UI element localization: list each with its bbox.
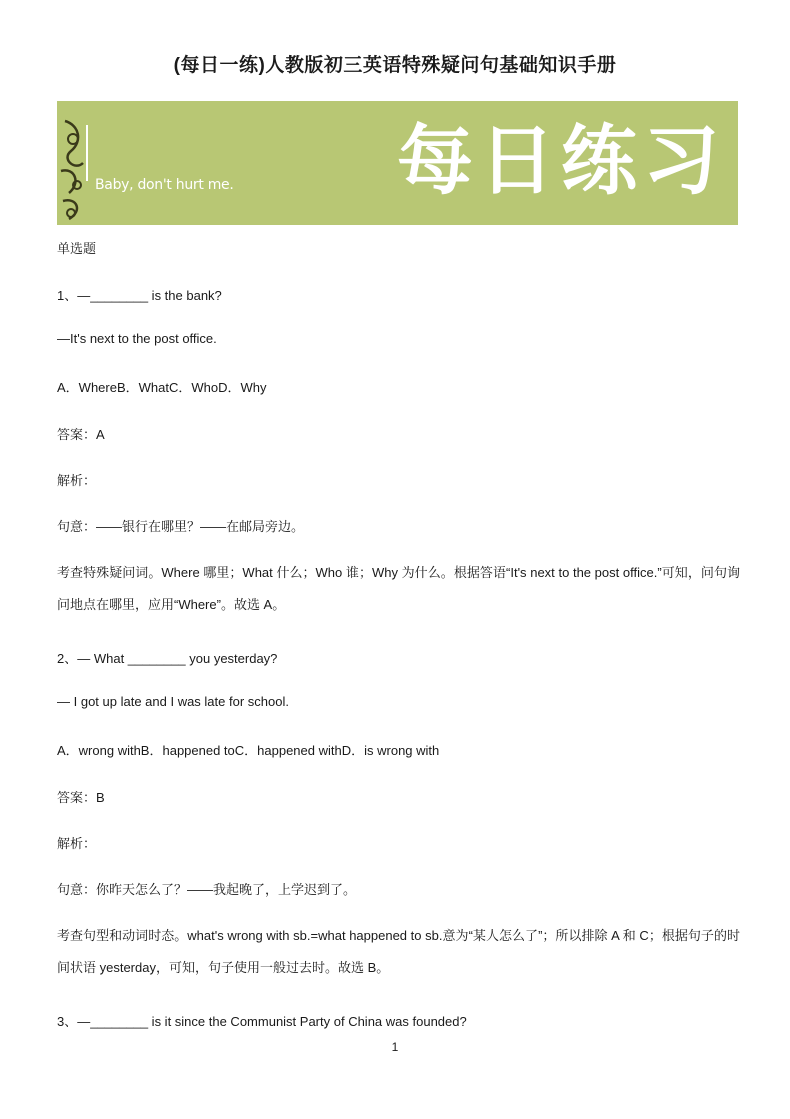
- banner-tagline: Baby, don't hurt me.: [95, 177, 234, 193]
- q2-answer: 答案：B: [57, 790, 105, 805]
- q2-stem: 2、— What ________ you yesterday?: [57, 651, 278, 666]
- q1-reply: —It's next to the post office.: [57, 331, 217, 346]
- banner-divider: [86, 125, 88, 181]
- q2-explanation: 考查句型和动词时态。what's wrong with sb.=what happened to sb.意为“某人怎么了”；所以排除 A 和 C；根据句子的时间状语 yesterday，可知，句子使用一般过去时。故选 B。: [57, 928, 740, 975]
- section-label: 单选题: [57, 241, 97, 256]
- q1-answer: 答案：A: [57, 427, 105, 442]
- q1-meaning: 句意：——银行在哪里？——在邮局旁边。: [57, 519, 305, 534]
- q1-stem: 1、—________ is the bank?: [57, 288, 222, 303]
- q2-analysis-label: 解析：: [57, 836, 97, 851]
- q3-stem: 3、—________ is it since the Communist Party of China was founded?: [57, 1014, 467, 1029]
- q2-reply: — I got up late and I was late for school.: [57, 694, 289, 709]
- q2-options: A．wrong withB．happened toC．happened withD．is wrong with: [57, 743, 440, 758]
- page-number: 1: [391, 1040, 399, 1054]
- banner: [57, 101, 738, 225]
- document-title: (每日一练)人教版初三英语特殊疑问句基础知识手册: [173, 55, 617, 76]
- banner-heading: 每日练习: [397, 116, 725, 205]
- q2-meaning: 句意：你昨天怎么了？——我起晚了，上学迟到了。: [57, 882, 357, 897]
- q1-analysis-label: 解析：: [57, 473, 97, 488]
- q1-options: A．WhereB．WhatC．WhoD．Why: [57, 380, 267, 395]
- q1-explanation: 考查特殊疑问词。Where 哪里；What 什么；Who 谁；Why 为什么。根据答语“It's next to the post office.”可知，问句询问地点在哪里，应用“Where”。故选 A。: [57, 565, 740, 612]
